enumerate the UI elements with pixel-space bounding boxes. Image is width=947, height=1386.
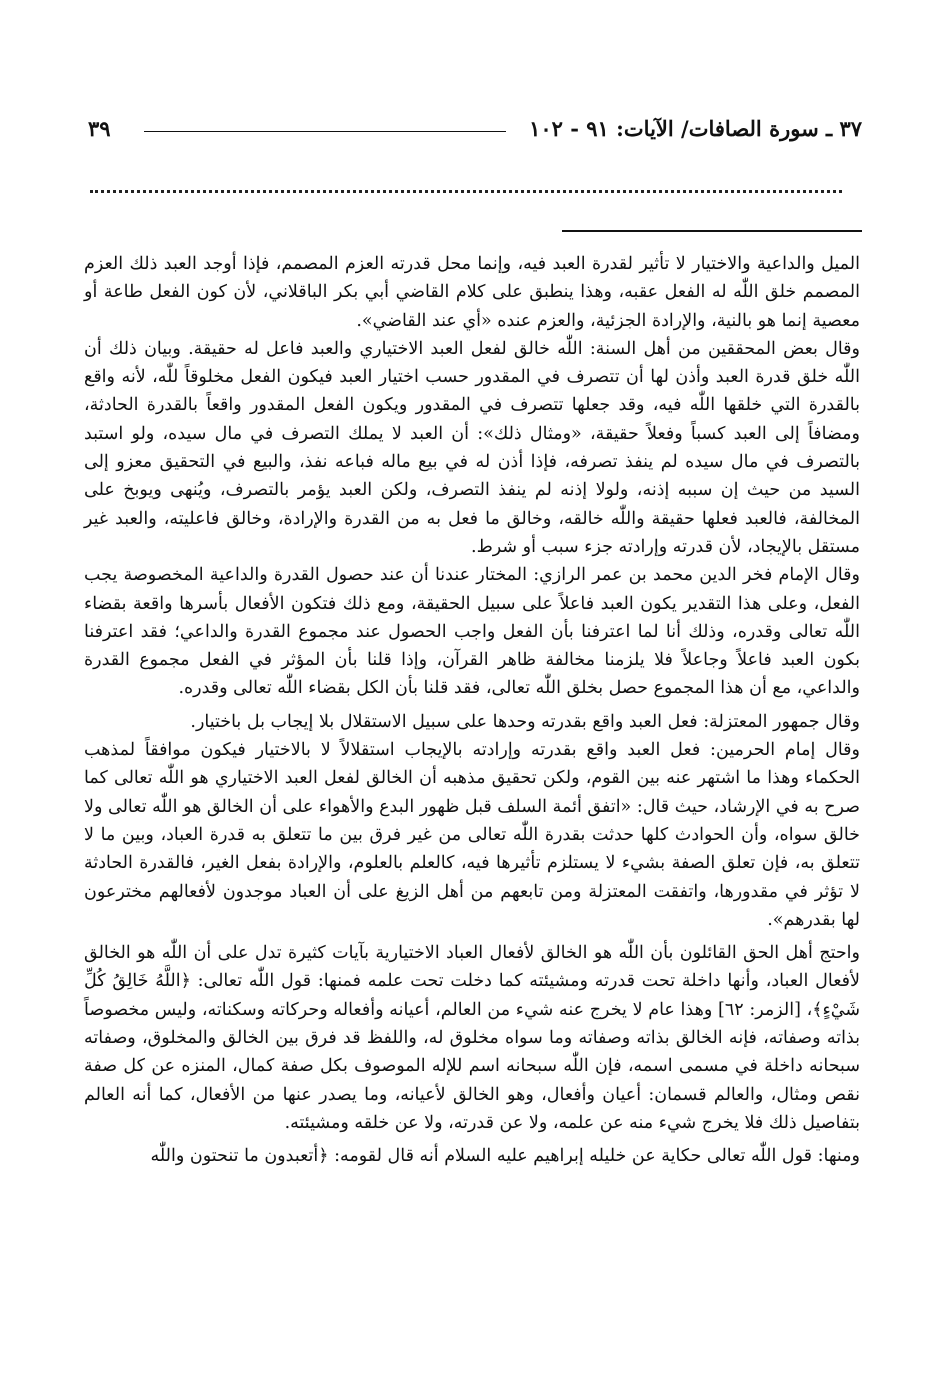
page-number: ٣٩	[88, 116, 111, 141]
body-text	[84, 250, 860, 1171]
header-rule	[144, 131, 506, 132]
header-title: ٣٧ ـ سورة الصافات/ الآيات: ٩١ - ١٠٢	[529, 116, 862, 141]
paragraph: وقال إمام الحرمين: فعل العبد واقع بقدرته وإرادته بالإيجاب استقلالاً لا بالاختيار فيكون موافقاً لمذهب الحكماء وهذا ما اشتهر عنه بين القوم، ولكن تحقيق مذهبه أن الخالق لفعل العبد الاختياري هو اللّٰه تعالى كما صرح به في الإرشاد، حيث قال: «اتفق أئمة السلف قبل ظهور البدع والأهواء على أن الخالق هو اللّٰه تعالى ولا خالق سواه، وأن الحوادث كلها حدثت بقدرة اللّٰه تعالى من غير فرق بين ما تتعلق به قدرة العباد، وبين ما لا تتعلق به، فإن تعلق الصفة بشيء لا يستلزم تأثيرها فيه، كالعلم بالعلوم، والإرادة بفعل الغير، فالقدرة الحادثة لا تؤثر في مقدورها، واتفقت المعتزلة ومن تابعهم من أهل الزيغ على أن العباد موجدون لأفعالهم مخترعون لها بقدرهم».	[84, 740, 860, 930]
paragraph: وقال الإمام فخر الدين محمد بن عمر الرازي: المختار عندنا أن عند حصول القدرة والداعية المخصوصة يجب الفعل، وعلى هذا التقدير يكون العبد فاعلاً على سبيل الحقيقة، ومع ذلك فتكون الأفعال بأسرها واقعة بقضاء اللّٰه تعالى وقدره، وذلك أنا لما اعترفنا بأن الفعل واجب الحصول عند مجموع القدرة والداعي؛ فقد اعترفنا بكون العبد فاعلاً وجاعلاً فلا يلزمنا مخالفة ظاهر القرآن، وإذا قلنا بأن المؤثر في الفعل مجموع القدرة والداعي، مع أن هذا المجموع حصل بخلق اللّٰه تعالى، فقد قلنا بأن الكل بقضاء اللّٰه تعالى وقدره.	[84, 565, 860, 699]
footnote-separator-rule	[562, 230, 862, 232]
paragraph: واحتج أهل الحق القائلون بأن اللّٰه هو الخالق لأفعال العباد الاختيارية بآيات كثيرة تدل على أن اللّٰه هو الخالق لأفعال العباد، وأنها داخلة تحت قدرته ومشيئته كما دخلت تحت علمه فمنها: قول اللّٰه تعالى: ﴿اللَّهُ خَالِقُ كُلِّ شَيْءٍ﴾، [الزمر: ٦٢] وهذا عام لا يخرج عنه شيء من العالم، أعيانه وأفعاله وحركاته وسكناته، وليس مخصوصاً بذاته وصفاته، فإنه الخالق بذاته وصفاته وما سواه مخلوق له، واللفظ قد فرق بين الخالق والمخلوق، وصفاته سبحانه داخلة في مسمى اسمه، فإن اللّٰه سبحانه اسم للإله الموصوف بكل صفة كمال، المنزه عن كل صفة نقص ومثال، والعالم قسمان: أعيان وأفعال، وهو الخالق لأعيانه، وما يصدر عنها من الأفعال، كما أنه العالم بتفاصيل ذلك فلا يخرج شيء منه عن علمه، ولا عن قدرته، ولا عن خلقه ومشيئته.	[84, 943, 860, 1133]
paragraph: الميل والداعية والاختيار لا تأثير لقدرة العبد فيه، وإنما محل قدرته العزم المصمم، فإذا أوجد العبد ذلك العزم المصمم خلق اللّٰه له الفعل عقبه، وهذا ينطبق على كلام القاضي أبي بكر الباقلاني، لأن كون الفعل طاعة أو معصية إنما هو بالنية، والإرادة الجزئية، والعزم عنده «أي عند القاضي».	[84, 254, 860, 331]
paragraph: وقال بعض المحققين من أهل السنة: اللّٰه خالق لفعل العبد الاختياري والعبد فاعل له حقيقة. وبيان ذلك أن اللّٰه خلق قدرة العبد وأذن لها أن تتصرف في المقدور حسب اختيار العبد فيكون الفعل مخلوقاً للّٰه، لأنه واقع بالقدرة التي خلقها اللّٰه فيه، وقد جعلها تتصرف في المقدور ويكون الفعل المقدور واقعاً بالقدرة الحادثة، ومضافاً إلى العبد كسباً وفعلاً حقيقة، «ومثال ذلك»: أن العبد لا يملك التصرف في مال سيده، ولو استبد بالتصرف في مال سيده لم ينفذ تصرفه، فإذا أذن له في بيع ماله فباعه نفذ، والبيع في التحقيق معزو إلى السيد من حيث إن سببه إذنه، ولولا إذنه لم ينفذ التصرف، ولكن العبد يؤمر بالتصرف، ويُنهى ويوبخ على المخالفة، فالعبد فعلها حقيقة واللّٰه خالقه، وخالق ما فعل به من القدرة والإرادة، وخالق فاعليته، والعبد غير مستقل بالإيجاد، لأن قدرته وإرادته جزء سبب أو شرط.	[84, 338, 860, 557]
paragraph: وقال جمهور المعتزلة: فعل العبد واقع بقدرته وحدها على سبيل الاستقلال بلا إيجاب بل باختيار.	[190, 711, 860, 732]
running-header	[88, 114, 862, 148]
dotted-separator	[90, 190, 842, 193]
paragraph: ومنها: قول اللّٰه تعالى حكاية عن خليله إبراهيم عليه السلام أنه قال لقومه: ﴿أتعبدون ما تنحتون واللّٰه	[150, 1146, 860, 1167]
